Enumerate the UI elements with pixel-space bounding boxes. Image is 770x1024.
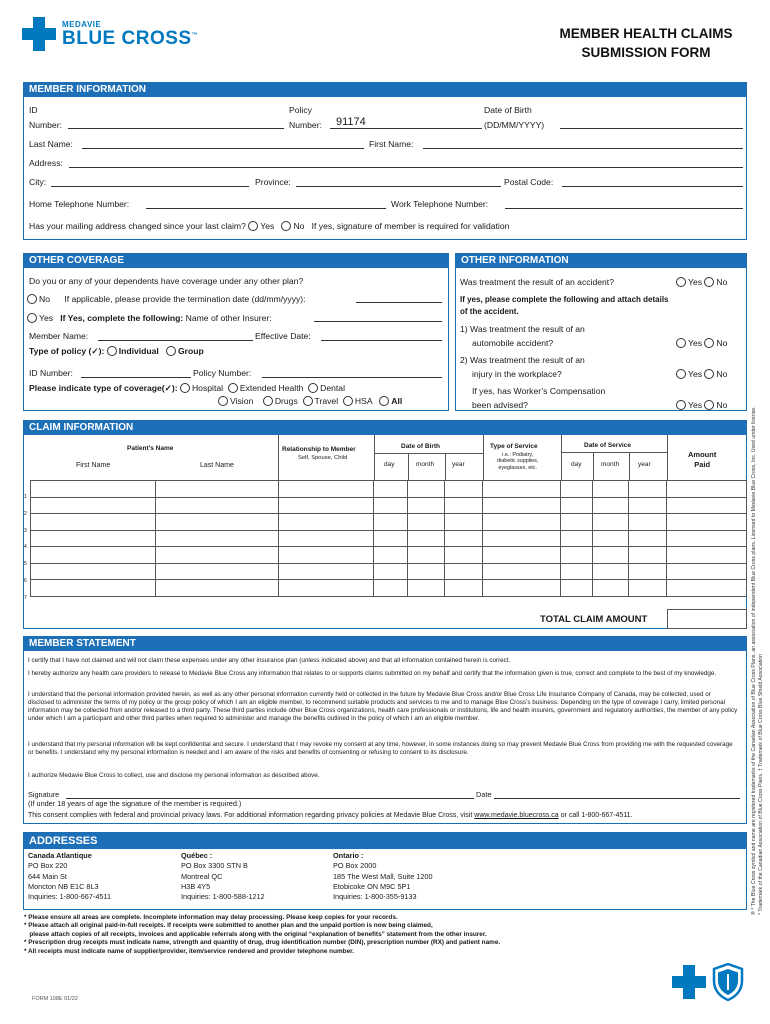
no-label: No — [716, 369, 728, 379]
claim-row — [31, 547, 747, 564]
ext-health-checkbox[interactable] — [228, 383, 238, 393]
workplace-question2: injury in the workplace? — [472, 369, 562, 379]
province-label: Province: — [255, 177, 291, 187]
claim-cell[interactable] — [593, 563, 629, 580]
other-id-field[interactable] — [81, 377, 191, 378]
claim-cell[interactable] — [408, 481, 445, 498]
side-trademark-text — [748, 360, 768, 920]
logo-tm: ™ — [191, 32, 199, 39]
row-number: 7 — [24, 594, 27, 601]
service-date-header: Date of Service — [584, 442, 631, 449]
claim-cell[interactable] — [483, 530, 561, 547]
wcb-no-radio[interactable] — [704, 400, 714, 410]
effective-date-label: Effective Date: — [255, 331, 311, 341]
claim-cell[interactable] — [593, 497, 629, 514]
address-line: Inquiries: 1-800-667-4511 — [28, 892, 112, 902]
service-sub2: diabetic supplies, — [497, 458, 539, 465]
all-checkbox[interactable] — [379, 396, 389, 406]
claim-cell[interactable] — [483, 547, 561, 564]
address-line: Ontario : — [333, 851, 364, 860]
note-line: * Please attach all original paid-in-full receipts. If receipts were submitted to another plan and the unpaid portion is now being claimed, — [24, 922, 433, 930]
claim-cell[interactable] — [31, 580, 156, 597]
address-line: PO Box 2000 — [333, 861, 377, 871]
hospital-label: Hospital — [191, 383, 224, 393]
address-line: Canada Atlantique — [28, 851, 92, 860]
coverage-type-label: Please indicate type of coverage(✓): — [29, 383, 178, 393]
claim-cell[interactable] — [31, 547, 156, 564]
claim-cell[interactable] — [445, 514, 483, 531]
title-line2: SUBMISSION FORM — [581, 45, 711, 60]
id-label: ID — [29, 105, 38, 115]
claim-cell[interactable] — [408, 497, 445, 514]
claims-table — [30, 480, 747, 597]
date-label: Date — [476, 790, 492, 799]
service-type-header: Type of Service — [490, 443, 538, 450]
claim-cell[interactable] — [374, 563, 408, 580]
claim-cell[interactable] — [408, 547, 445, 564]
claim-cell[interactable] — [593, 547, 629, 564]
service-day: day — [571, 461, 582, 468]
service-sub3: eyeglasses, etc. — [498, 464, 537, 471]
member-name-field[interactable] — [98, 340, 253, 341]
row-number: 3 — [24, 527, 27, 534]
amount-paid-header — [688, 450, 716, 470]
claim-row — [31, 563, 747, 580]
statement-p1: I certify that I have not claimed and will not claim these expenses under any other insurance plan (unless indicated above) and that all information contained herein is correct. — [28, 657, 511, 664]
claim-cell[interactable] — [374, 481, 408, 498]
statement-p5: I authorize Medavie Blue Cross to collect, use and disclose my personal information as described above. — [28, 772, 320, 779]
blue-shield-icon — [712, 963, 744, 1001]
note-line: * Prescription drug receipts must indicate name, strength and quantity of drug, drug identification number (DIN), prescription number (RX) and patient name. — [24, 939, 501, 947]
wcb-yes-no — [676, 400, 727, 410]
accident-yes-radio[interactable] — [676, 277, 686, 287]
address-line: PO Box 220 — [28, 861, 68, 871]
coverage-type-row1 — [29, 383, 345, 394]
address-line: Etobicoke ON M9C 5P1 — [333, 881, 411, 891]
coverage-no-label: No — [39, 294, 50, 304]
dob-label2: (DD/MM/YYYY) — [484, 120, 545, 130]
claim-cell[interactable] — [483, 580, 561, 597]
claim-cell[interactable] — [155, 514, 278, 531]
yes-label: Yes — [688, 277, 703, 287]
policy-type-row — [29, 346, 204, 357]
claim-cell[interactable] — [374, 580, 408, 597]
insurer-field[interactable] — [314, 321, 442, 322]
postal-code-field[interactable] — [562, 186, 743, 187]
side-text-2: * Trademark of the Canadian Association of Blue Cross Plans. † Trademark of Blue Cross Blue Shield Association — [758, 654, 764, 915]
date-field[interactable] — [494, 798, 740, 799]
workplace-yes-radio[interactable] — [676, 369, 686, 379]
claim-cell[interactable] — [374, 530, 408, 547]
claim-cell[interactable] — [593, 481, 629, 498]
note-line: please attach copies of all receipts, invoices and applicable referrals along with the original “explanation of benefits” statement from the other insurer. — [24, 930, 487, 938]
coverage-yes-radio[interactable] — [27, 313, 37, 323]
row-number: 2 — [24, 510, 27, 517]
service-month: month — [601, 461, 620, 468]
accident-question: Was treatment the result of an accident? — [460, 277, 614, 287]
dob-month: month — [416, 461, 435, 468]
address-changed-no-radio[interactable] — [281, 221, 291, 231]
claim-cell[interactable] — [445, 497, 483, 514]
claim-row — [31, 580, 747, 597]
address-field[interactable] — [69, 167, 743, 168]
claim-cell[interactable] — [483, 497, 561, 514]
travel-checkbox[interactable] — [303, 396, 313, 406]
other-policy-field[interactable] — [262, 377, 442, 378]
claim-cell[interactable] — [278, 563, 374, 580]
claim-cell[interactable] — [483, 481, 561, 498]
claim-cell[interactable] — [374, 497, 408, 514]
no-label: No — [716, 338, 728, 348]
claim-cell[interactable] — [408, 514, 445, 531]
claim-cell[interactable] — [629, 514, 667, 531]
claim-cell[interactable] — [629, 497, 667, 514]
blue-cross-icon — [672, 965, 706, 999]
claim-row — [31, 514, 747, 531]
claim-cell[interactable] — [31, 481, 156, 498]
logo-name: BLUE CROSS — [62, 28, 192, 49]
dob-label: Date of Birth — [484, 105, 532, 115]
claim-cell[interactable] — [278, 580, 374, 597]
note-line: * Please ensure all areas are complete. Incomplete information may delay processing. Please keep copies for your records. — [24, 914, 398, 921]
claim-cell[interactable] — [629, 580, 667, 597]
ext-health-label: Extended Health — [239, 383, 304, 393]
work-phone-field[interactable] — [505, 208, 743, 209]
no-label: No — [716, 400, 728, 410]
policy-type-label: Type of policy (✓): — [29, 346, 105, 356]
home-phone-label: Home Telephone Number: — [29, 199, 130, 209]
workplace-yes-no — [676, 369, 727, 379]
claim-cell[interactable] — [593, 514, 629, 531]
address-line: Québec : — [181, 851, 213, 860]
postal-code-label: Postal Code: — [504, 177, 554, 187]
claim-cell[interactable] — [561, 497, 593, 514]
addresses-header: ADDRESSES — [24, 833, 746, 849]
auto-yes-radio[interactable] — [676, 338, 686, 348]
claim-cell[interactable] — [667, 530, 747, 547]
note-line: * All receipts must indicate name of supplier/provider, item/service rendered and provider telephone number. — [24, 947, 355, 955]
claim-cell[interactable] — [667, 563, 747, 580]
side-text-1: ® * The Blue Cross symbol and name are registered trademarks of the Canadian Association of Blue Cross Plans, an association of independent Blue Cross plans. Licensed to Medavie Blue Cross, Inc. Used under license. — [751, 406, 757, 915]
insurer-label: Name of other Insurer: — [185, 313, 272, 323]
claim-cell[interactable] — [483, 563, 561, 580]
claim-cell[interactable] — [31, 514, 156, 531]
row-number: 4 — [24, 544, 27, 551]
claim-cell[interactable] — [31, 530, 156, 547]
claim-cell[interactable] — [629, 481, 667, 498]
statement-p3: I understand that the personal information provided herein, as well as any other personal information currently held or collected in the future by Medavie Blue Cross and/or Blue Cross Life Insurance Company of Canada, may be collected, used or disclosed to administer the terms of my policy or the group policy of which I am an eligible member, to recommend suitable products and services to me and to manage Blue Cross’s business. Depending on the type of coverage I carry, limited personal information may be collected from and/or released to a third party. These third parties include other Blue Cross organizations, health care professionals or institutions, life and health insurers, government and regulatory authorities, the member of any policy under which I am a participant and other third parties when required to administer and manage the benefits outlined in the policy of which I am an eligible member. — [28, 691, 738, 722]
other-id-label: ID Number: — [29, 368, 73, 378]
other-policy-label: Policy Number: — [193, 368, 252, 378]
claim-cell[interactable] — [445, 547, 483, 564]
member-statement-header: MEMBER STATEMENT — [24, 637, 746, 651]
claim-cell[interactable] — [445, 580, 483, 597]
medavie-logo — [22, 17, 232, 57]
termination-date-field[interactable] — [356, 302, 442, 303]
claim-cell[interactable] — [408, 530, 445, 547]
member-name-label: Member Name: — [29, 331, 89, 341]
address-ontario — [333, 851, 433, 902]
claim-cell[interactable] — [278, 530, 374, 547]
claim-row — [31, 530, 747, 547]
claim-cell[interactable] — [31, 563, 156, 580]
group-label: Group — [177, 346, 204, 356]
accident-no-radio[interactable] — [704, 277, 714, 287]
claim-cell[interactable] — [667, 580, 747, 597]
claim-cell[interactable] — [561, 481, 593, 498]
all-label: All — [391, 396, 403, 406]
statement-p2: I hereby authorize any health care providers to release to Medavie Blue Cross any information that relates to or supports claims submitted on my behalf and certify that the information given is true, correct and complete to the best of my knowledge. — [28, 670, 717, 677]
id-label2: Number: — [29, 120, 62, 130]
other-information-header: OTHER INFORMATION — [456, 254, 746, 268]
work-phone-label: Work Telephone Number: — [391, 199, 489, 209]
dob-field[interactable] — [560, 128, 743, 129]
address-changed-note: If yes, signature of member is required for validation — [311, 221, 510, 231]
auto-accident-question: 1) Was treatment the result of an — [460, 324, 585, 334]
claim-cell[interactable] — [667, 514, 747, 531]
website-link[interactable]: www.medavie.bluecross.ca — [474, 812, 559, 819]
claim-row — [31, 481, 747, 498]
city-label: City: — [29, 177, 47, 187]
relationship-header: Relationship to Member — [282, 446, 356, 453]
accident-yes-no — [676, 277, 727, 287]
accident-details-note: If yes, please complete the following and attach details — [460, 295, 669, 304]
patient-name-header: Patient’s Name — [127, 445, 174, 452]
coverage-type-row2 — [218, 396, 402, 406]
relationship-sub: Self, Spouse, Child — [298, 455, 348, 461]
claim-cell[interactable] — [155, 580, 278, 597]
first-name-label: First Name: — [369, 139, 414, 149]
travel-label: Travel — [314, 396, 339, 406]
drugs-label: Drugs — [274, 396, 298, 406]
drugs-checkbox[interactable] — [263, 396, 273, 406]
no-label: No — [293, 221, 305, 231]
address-line: Inquiries: 1-800-588-1212 — [181, 892, 265, 902]
workplace-no-radio[interactable] — [704, 369, 714, 379]
signature-label: Signature — [28, 790, 60, 799]
address-changed-yes-radio[interactable] — [248, 221, 258, 231]
wcb-question2: been advised? — [472, 400, 528, 410]
claim-cell[interactable] — [667, 497, 747, 514]
claim-cell[interactable] — [593, 580, 629, 597]
address-changed-question: Has your mailing address changed since your last claim? — [29, 221, 246, 231]
claim-cell[interactable] — [629, 563, 667, 580]
first-name-field[interactable] — [423, 148, 743, 149]
statement-p4: I understand that my personal information will be kept confidential and secure. I understand that I may revoke my consent at any time, however, in some instances doing so may prevent Medavie Blue Cross from providing me with the requested coverage or benefits. I understand why my personal information is needed and I am aware of the risks and benefits of consenting or refusing to consent to its disclosure. — [28, 741, 733, 756]
claim-cell[interactable] — [445, 481, 483, 498]
claim-cell[interactable] — [278, 497, 374, 514]
claim-cell[interactable] — [667, 481, 747, 498]
policy-label2: Number: — [289, 120, 322, 130]
claim-row — [31, 497, 747, 514]
service-sub1: i.e.: Podiatry, — [502, 452, 534, 458]
effective-date-field[interactable] — [321, 340, 442, 341]
row-number: 1 — [24, 494, 27, 500]
claim-cell[interactable] — [483, 514, 561, 531]
policy-label: Policy — [289, 105, 312, 115]
claim-cell[interactable] — [374, 514, 408, 531]
last-name-col: Last Name — [200, 462, 234, 469]
coverage-no-row — [27, 294, 306, 304]
total-claim-field[interactable] — [667, 609, 747, 629]
service-type-sub — [497, 452, 538, 471]
blue-cross-icon — [22, 17, 56, 51]
consent-line — [28, 812, 633, 819]
address-quebec — [181, 851, 265, 902]
policy-number-value[interactable]: 91174 — [336, 116, 366, 128]
form-code: FORM 108E 01/22 — [32, 996, 78, 1002]
claim-cell[interactable] — [593, 530, 629, 547]
consent-text: This consent complies with federal and provincial privacy laws. For additional information regarding privacy policies at Medavie Blue Cross, visit — [28, 812, 473, 819]
claim-cell[interactable] — [561, 580, 593, 597]
service-year: year — [638, 461, 651, 468]
other-coverage-question: Do you or any of your dependents have coverage under any other plan? — [29, 276, 304, 286]
hsa-label: HSA — [354, 396, 373, 406]
last-name-label: Last Name: — [29, 139, 73, 149]
address-line: 644 Main St — [28, 871, 67, 881]
claim-cell[interactable] — [374, 547, 408, 564]
claim-cell[interactable] — [629, 547, 667, 564]
coverage-no-radio[interactable] — [27, 294, 37, 304]
claim-information-header: CLAIM INFORMATION — [24, 421, 746, 435]
workplace-question: 2) Was treatment the result of an — [460, 355, 585, 365]
claim-cell[interactable] — [155, 563, 278, 580]
address-line: PO Box 3300 STN B — [181, 861, 248, 871]
termination-date-label: If applicable, please provide the termination date (dd/mm/yyyy): — [64, 294, 306, 304]
dental-checkbox[interactable] — [308, 383, 318, 393]
wcb-yes-radio[interactable] — [676, 400, 686, 410]
claim-cell[interactable] — [278, 514, 374, 531]
member-information-section — [23, 82, 747, 240]
address-changed-row — [29, 221, 509, 231]
other-coverage-header: OTHER COVERAGE — [24, 254, 448, 268]
group-radio[interactable] — [166, 346, 176, 356]
province-field[interactable] — [296, 186, 501, 187]
claim-cell[interactable] — [155, 481, 278, 498]
policy-number-field[interactable] — [330, 128, 482, 129]
vision-label: Vision — [230, 396, 254, 406]
address-line: Montreal QC — [181, 871, 223, 881]
row-number: 6 — [24, 578, 27, 584]
claim-cell[interactable] — [155, 497, 278, 514]
claim-cell[interactable] — [445, 563, 483, 580]
claim-cell[interactable] — [667, 547, 747, 564]
claim-cell[interactable] — [629, 530, 667, 547]
auto-accident-question2: automobile accident? — [472, 338, 554, 348]
yes-label: Yes — [688, 338, 703, 348]
form-title — [546, 24, 746, 62]
hsa-checkbox[interactable] — [343, 396, 353, 406]
yes-label: Yes — [688, 369, 703, 379]
claim-cell[interactable] — [445, 530, 483, 547]
first-name-col: First Name — [76, 462, 111, 469]
coverage-yes-bold: If Yes, complete the following: — [60, 313, 184, 323]
logo-small-text: MEDAVIE — [62, 20, 102, 29]
address-line: Inquiries: 1-800-355-9133 — [333, 892, 417, 902]
claim-cell[interactable] — [561, 514, 593, 531]
under18-note: (If under 18 years of age the signature of the member is required.) — [28, 799, 242, 808]
consent-end: or call 1-800-667-4511. — [560, 812, 633, 819]
claim-cell[interactable] — [408, 580, 445, 597]
dental-label: Dental — [320, 383, 345, 393]
individual-label: Individual — [118, 346, 159, 356]
dob-header: Date of Birth — [401, 443, 440, 450]
coverage-yes-row — [27, 313, 272, 323]
individual-radio[interactable] — [107, 346, 117, 356]
claim-cell[interactable] — [155, 530, 278, 547]
home-phone-field[interactable] — [146, 208, 386, 209]
yes-label: Yes — [260, 221, 275, 231]
dob-day: day — [384, 461, 395, 468]
claim-cell[interactable] — [561, 547, 593, 564]
logo-big-text — [62, 28, 198, 50]
accident-details-note2: of the accident. — [460, 307, 519, 316]
total-claim-label: TOTAL CLAIM AMOUNT — [540, 614, 648, 625]
wcb-question: If yes, has Worker’s Compensation — [472, 386, 606, 396]
claim-cell[interactable] — [278, 547, 374, 564]
claim-cell[interactable] — [561, 563, 593, 580]
no-label: No — [716, 277, 728, 287]
vision-checkbox[interactable] — [218, 396, 228, 406]
claim-cell[interactable] — [408, 563, 445, 580]
address-line: 185 The West Mall, Suite 1200 — [333, 871, 433, 881]
amount-line2: Paid — [694, 460, 711, 469]
amount-line1: Amount — [688, 450, 717, 459]
yes-label: Yes — [688, 400, 703, 410]
address-line: H3B 4Y5 — [181, 881, 211, 891]
hospital-checkbox[interactable] — [180, 383, 190, 393]
title-line1: MEMBER HEALTH CLAIMS — [559, 26, 733, 41]
address-line: Moncton NB E1C 8L3 — [28, 881, 99, 891]
dob-year: year — [452, 461, 465, 468]
address-atlantic — [28, 851, 111, 902]
id-number-field[interactable] — [68, 128, 284, 129]
auto-yes-no — [676, 338, 727, 348]
last-name-field[interactable] — [82, 148, 364, 149]
member-information-header: MEMBER INFORMATION — [24, 83, 746, 97]
address-label: Address: — [29, 158, 63, 168]
claim-cell[interactable] — [31, 497, 156, 514]
claim-cell[interactable] — [155, 547, 278, 564]
auto-no-radio[interactable] — [704, 338, 714, 348]
instruction-notes — [24, 914, 724, 956]
claim-cell[interactable] — [561, 530, 593, 547]
claim-cell[interactable] — [278, 481, 374, 498]
coverage-yes-label: Yes — [39, 313, 54, 323]
row-number: 5 — [24, 561, 27, 568]
city-field[interactable] — [51, 186, 249, 187]
